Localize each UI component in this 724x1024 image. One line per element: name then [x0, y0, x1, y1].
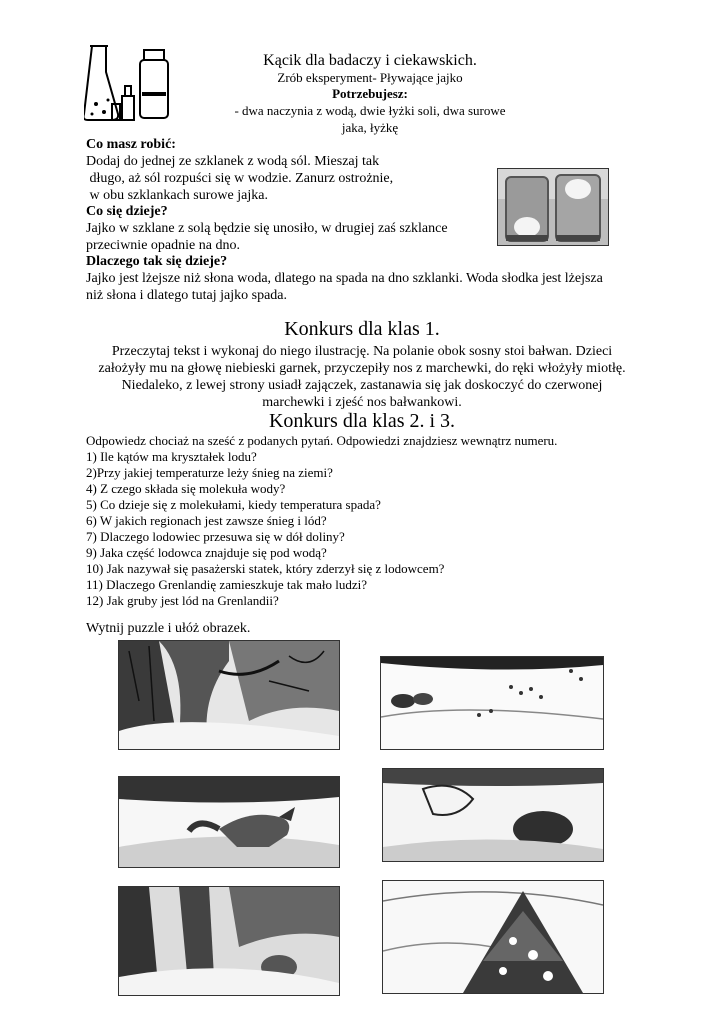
- needs-line-1: - dwa naczynia z wodą, dwie łyżki soli, dwa surowe: [234, 103, 506, 118]
- section2-line: marchewki i zjeść nos bałwankowi.: [262, 395, 462, 410]
- question-item: 5) Co dzieje się z molekułami, kiedy temperatura spada?: [86, 497, 381, 512]
- needs-heading: Potrzebujesz:: [332, 86, 408, 101]
- question-item: 9) Jaka część lodowca znajduje się pod wodą?: [86, 545, 327, 560]
- question-item: 11) Dlaczego Grenlandię zamieszkuje tak mało ludzi?: [86, 577, 368, 592]
- section3-title: Konkurs dla klas 2. i 3.: [268, 410, 456, 432]
- section2-line: Przeczytaj tekst i wykonaj do niego ilustrację. Na polanie obok sosny stoi bałwan. Dzieci: [111, 344, 613, 359]
- question-item: 10) Jak nazywał się pasażerski statek, który zderzył się z lodowcem?: [86, 561, 445, 576]
- question-item: 12) Jak gruby jest lód na Grenlandii?: [86, 593, 279, 608]
- section2-line: założyły mu na głowę niebieski garnek, przyczepiły nos z marchewki, do ręki włożyły miotłę.: [98, 361, 626, 376]
- todo-line: Dodaj do jednej ze szklanek z wodą sól. Mieszaj tak: [86, 154, 380, 169]
- why-heading: Dlaczego tak się dzieje?: [86, 254, 228, 269]
- lab-glassware-illustration: [84, 42, 174, 124]
- happens-heading: Co się dzieje?: [86, 204, 168, 219]
- section3-intro: Odpowiedz chociaż na sześć z podanych pytań. Odpowiedzi znajdziesz wewnątrz numeru.: [86, 433, 558, 448]
- section2-line: Niedaleko, z lewej strony usiadł zajączek, zastanawia się jak doskoczyć do czerwonej: [121, 378, 603, 393]
- todo-line: długo, aż sól rozpuści się w wodzie. Zanurz ostrożnie,: [86, 171, 394, 186]
- question-item: 6) W jakich regionach jest zawsze śnieg i lód?: [86, 513, 327, 528]
- egg-glasses-photo: [497, 168, 609, 246]
- puzzle-piece-fox: [118, 776, 340, 868]
- section2-title: Konkurs dla klas 1.: [284, 318, 440, 340]
- question-item: 1) Ile kątów ma kryształek lodu?: [86, 449, 257, 464]
- question-item: 7) Dlaczego lodowiec przesuwa się w dół doliny?: [86, 529, 345, 544]
- question-item: 4) Z czego składa się molekuła wody?: [86, 481, 286, 496]
- puzzle-instruction: Wytnij puzzle i ułóż obrazek.: [86, 621, 251, 636]
- needs-line-2: jaka, łyżkę: [341, 120, 399, 135]
- section1-title: Kącik dla badaczy i ciekawskich.: [263, 52, 477, 69]
- section1-subtitle: Zrób eksperyment- Pływające jajko: [277, 70, 463, 85]
- todo-line: w obu szklankach surowe jajka.: [86, 188, 268, 203]
- why-line: Jajko jest lżejsze niż słona woda, dlatego na spada na dno szklanki. Woda słodka jest lżejsza: [86, 271, 603, 286]
- todo-heading: Co masz robić:: [86, 137, 176, 152]
- puzzle-piece-birds: [380, 656, 604, 750]
- why-line: niż słona i dlatego tutaj jajko spada.: [86, 288, 288, 303]
- puzzle-piece-tree: [118, 640, 340, 750]
- happens-line: przeciwnie opadnie na dno.: [86, 238, 240, 253]
- happens-line: Jajko w szklane z solą będzie się unosiło, w drugiej zaś szklance: [86, 221, 448, 236]
- question-item: 2)Przy jakiej temperaturze leży śnieg na ziemi?: [86, 465, 333, 480]
- puzzle-piece-animals: [382, 768, 604, 862]
- puzzle-piece-spruce: [382, 880, 604, 994]
- puzzle-piece-hare: [118, 886, 340, 996]
